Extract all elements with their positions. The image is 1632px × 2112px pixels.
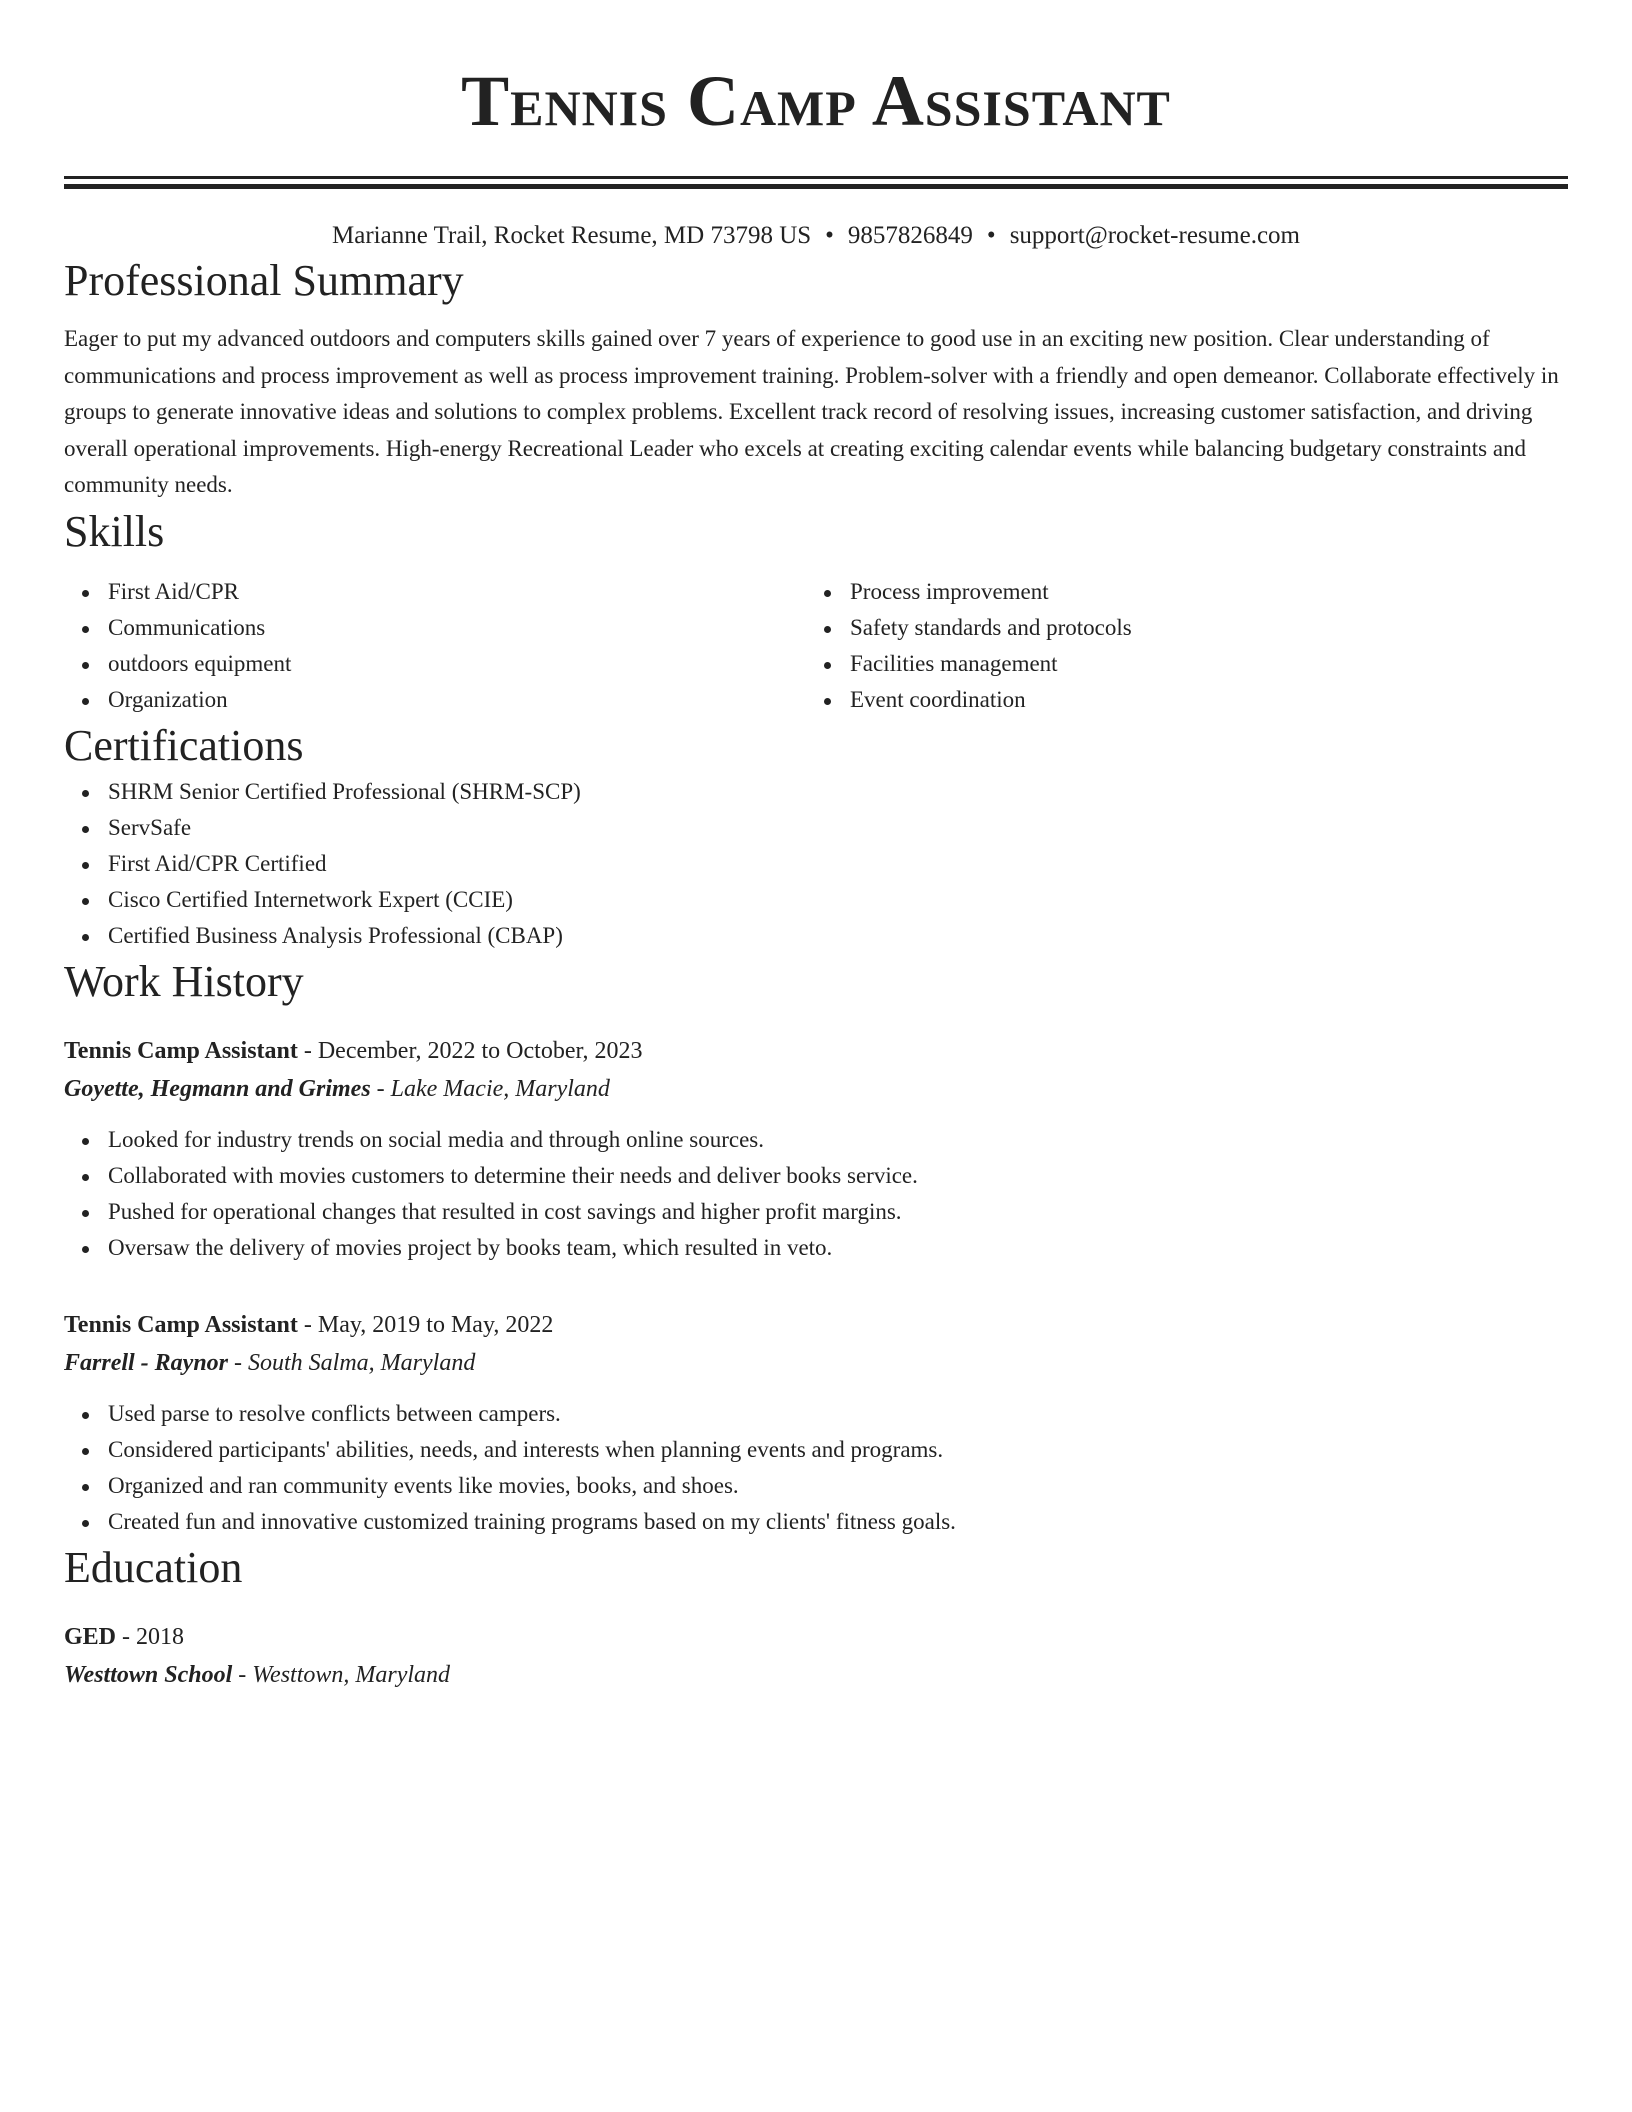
job-duty: Pushed for operational changes that resulted in cost savings and higher profit margins. [108, 1194, 1568, 1230]
job-duty: Looked for industry trends on social media and through online sources. [108, 1122, 1568, 1158]
job-location: - Lake Macie, Maryland [370, 1075, 610, 1102]
job-location: - South Salma, Maryland [228, 1349, 476, 1376]
education-school: Westtown School [64, 1661, 233, 1688]
education-location: - Westtown, Maryland [232, 1661, 451, 1688]
job-duty: Oversaw the delivery of movies project by books team, which resulted in veto. [108, 1230, 1568, 1266]
education-degree: GED [64, 1623, 117, 1650]
job-duty: Considered participants' abilities, needs, and interests when planning events and programs. [108, 1432, 1568, 1468]
skills-list-right [806, 574, 1548, 718]
education-school-line [64, 1656, 1568, 1694]
contact-separator: • [825, 222, 834, 249]
skills-column-left [64, 574, 806, 718]
contact-address: Marianne Trail, Rocket Resume, MD 73798 US [332, 222, 812, 249]
contact-separator: • [986, 222, 996, 249]
job-company-line [64, 1344, 1568, 1382]
contact-line [64, 219, 1568, 253]
title-divider-bottom [64, 184, 1568, 189]
skills-column-right [806, 574, 1548, 718]
job-title-line [64, 1306, 1568, 1344]
job-role: Tennis Camp Assistant [64, 1037, 298, 1064]
job-duty: Created fun and innovative customized training programs based on my clients' fitness goals. [108, 1504, 1568, 1540]
skill-item: Organization [108, 682, 806, 718]
job-entry [64, 1306, 1568, 1540]
job-duty: Organized and ran community events like movies, books, and shoes. [108, 1468, 1568, 1504]
skill-item: Safety standards and protocols [850, 610, 1548, 646]
education-year: - 2018 [116, 1623, 185, 1650]
job-duties-list [64, 1122, 1568, 1266]
summary-text: Eager to put my advanced outdoors and computers skills gained over 7 years of experience to good use in an exciting new position. Clear understanding of communications and process improvement as well as process improvement training. Problem-solver with a friendly and open demeanor. Collaborate effectively in groups to generate innovative ideas and solutions to complex problems. Excellent track record of resolving issues, increasing customer satisfaction, and driving overall operational improvements. High-energy Recreational Leader who excels at creating exciting calendar events while balancing budgetary constraints and community needs. [64, 326, 1559, 497]
skills-heading: Skills [64, 506, 165, 556]
job-duty: Used parse to resolve conflicts between campers. [108, 1396, 1568, 1432]
job-duty: Collaborated with movies customers to determine their needs and deliver books service. [108, 1158, 1568, 1194]
certification-item: First Aid/CPR Certified [108, 846, 1568, 882]
job-company: Farrell - Raynor [64, 1349, 229, 1376]
job-dates: - December, 2022 to October, 2023 [297, 1037, 643, 1064]
skill-item: First Aid/CPR [108, 574, 806, 610]
skill-item: Event coordination [850, 682, 1548, 718]
education-heading: Education [64, 1542, 243, 1592]
certifications-heading: Certifications [64, 720, 304, 770]
skills-list-left [64, 574, 806, 718]
certification-item: ServSafe [108, 810, 1568, 846]
title-divider-top [64, 176, 1568, 179]
work-history-heading: Work History [64, 956, 304, 1006]
resume-title: Tennis Camp Assistant [461, 61, 1171, 141]
skill-item: Facilities management [850, 646, 1548, 682]
job-entry [64, 1032, 1568, 1266]
job-title-line [64, 1032, 1568, 1070]
certifications-list [64, 774, 1568, 954]
contact-email[interactable]: support@rocket-resume.com [1009, 222, 1300, 249]
education-entry [64, 1618, 1568, 1694]
skill-item: Process improvement [850, 574, 1548, 610]
job-company-line [64, 1070, 1568, 1108]
skills-grid [64, 574, 1568, 718]
education-degree-line [64, 1618, 1568, 1656]
job-duties-list [64, 1396, 1568, 1540]
certification-item: Certified Business Analysis Professional (CBAP) [108, 918, 1568, 954]
summary-heading: Professional Summary [64, 256, 464, 305]
skill-item: outdoors equipment [108, 646, 806, 682]
skill-item: Communications [108, 610, 806, 646]
job-dates: - May, 2019 to May, 2022 [297, 1311, 554, 1338]
certification-item: SHRM Senior Certified Professional (SHRM-SCP) [108, 774, 1568, 810]
job-role: Tennis Camp Assistant [64, 1311, 298, 1338]
certification-item: Cisco Certified Internetwork Expert (CCIE) [108, 882, 1568, 918]
contact-phone: 9857826849 [847, 222, 973, 249]
job-company: Goyette, Hegmann and Grimes [64, 1075, 371, 1102]
